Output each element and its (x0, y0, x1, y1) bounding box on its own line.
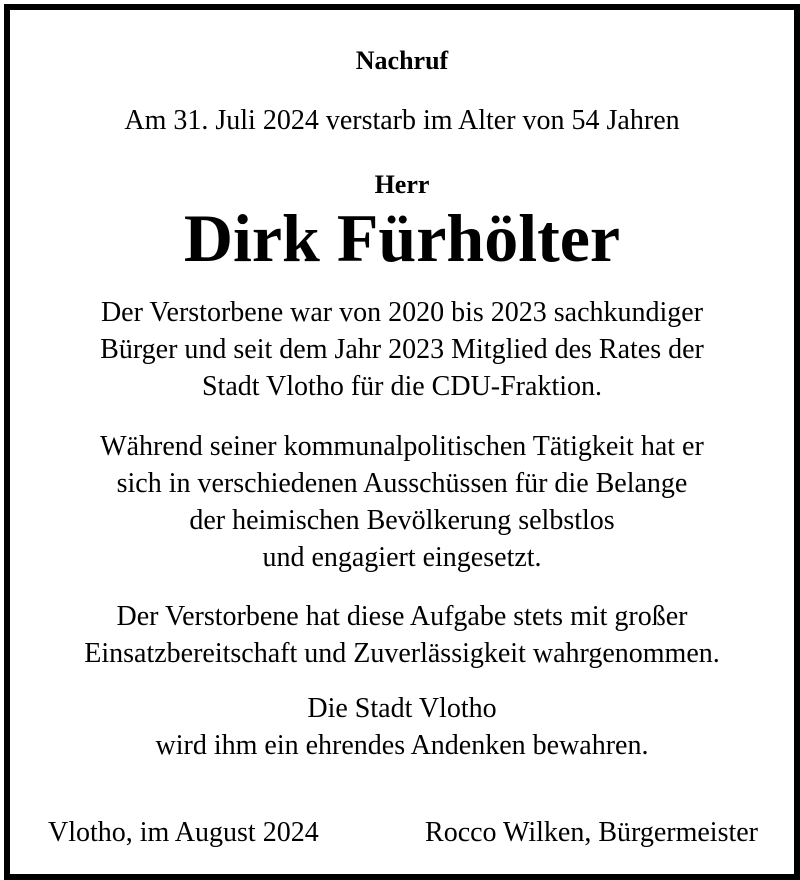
paragraph-engagement (10, 428, 794, 576)
obituary-frame (4, 4, 800, 880)
paragraph-line: Der Verstorbene war von 2020 bis 2023 sachkundiger (100, 297, 704, 328)
paragraph-line: Während seiner kommunalpolitischen Tätigkeit hat er (100, 431, 704, 462)
paragraph-line: Einsatzbereitschaft und Zuverlässigkeit wahrgenommen. (84, 638, 720, 669)
paragraph-line: Bürger und seit dem Jahr 2023 Mitglied des Rates der (100, 334, 704, 365)
paragraph-line: und engagiert eingesetzt. (262, 542, 542, 573)
obituary-content (10, 10, 794, 874)
paragraph-line: wird ihm ein ehrendes Andenken bewahren. (155, 730, 649, 761)
deceased-name: Dirk Fürhölter (183, 200, 621, 276)
place-and-date: Vlotho, im August 2024 (48, 817, 319, 848)
paragraph-line: sich in verschiedenen Ausschüssen für die Belange (116, 468, 688, 499)
paragraph-line: Der Verstorbene hat diese Aufgabe stets mit großer (116, 601, 688, 632)
signatory: Rocco Wilken, Bürgermeister (425, 817, 758, 848)
paragraph-line: der heimischen Bevölkerung selbstlos (189, 505, 615, 536)
paragraph-dedication (10, 598, 794, 672)
obituary-heading: Nachruf (355, 46, 449, 75)
paragraph-remembrance (10, 690, 794, 764)
paragraph-career (10, 294, 794, 405)
death-notice-line: Am 31. Juli 2024 verstarb im Alter von 54 Jahren (124, 105, 680, 136)
salutation: Herr (374, 170, 430, 199)
paragraph-line: Stadt Vlotho für die CDU-Fraktion. (201, 371, 602, 402)
paragraph-line: Die Stadt Vlotho (307, 693, 497, 724)
